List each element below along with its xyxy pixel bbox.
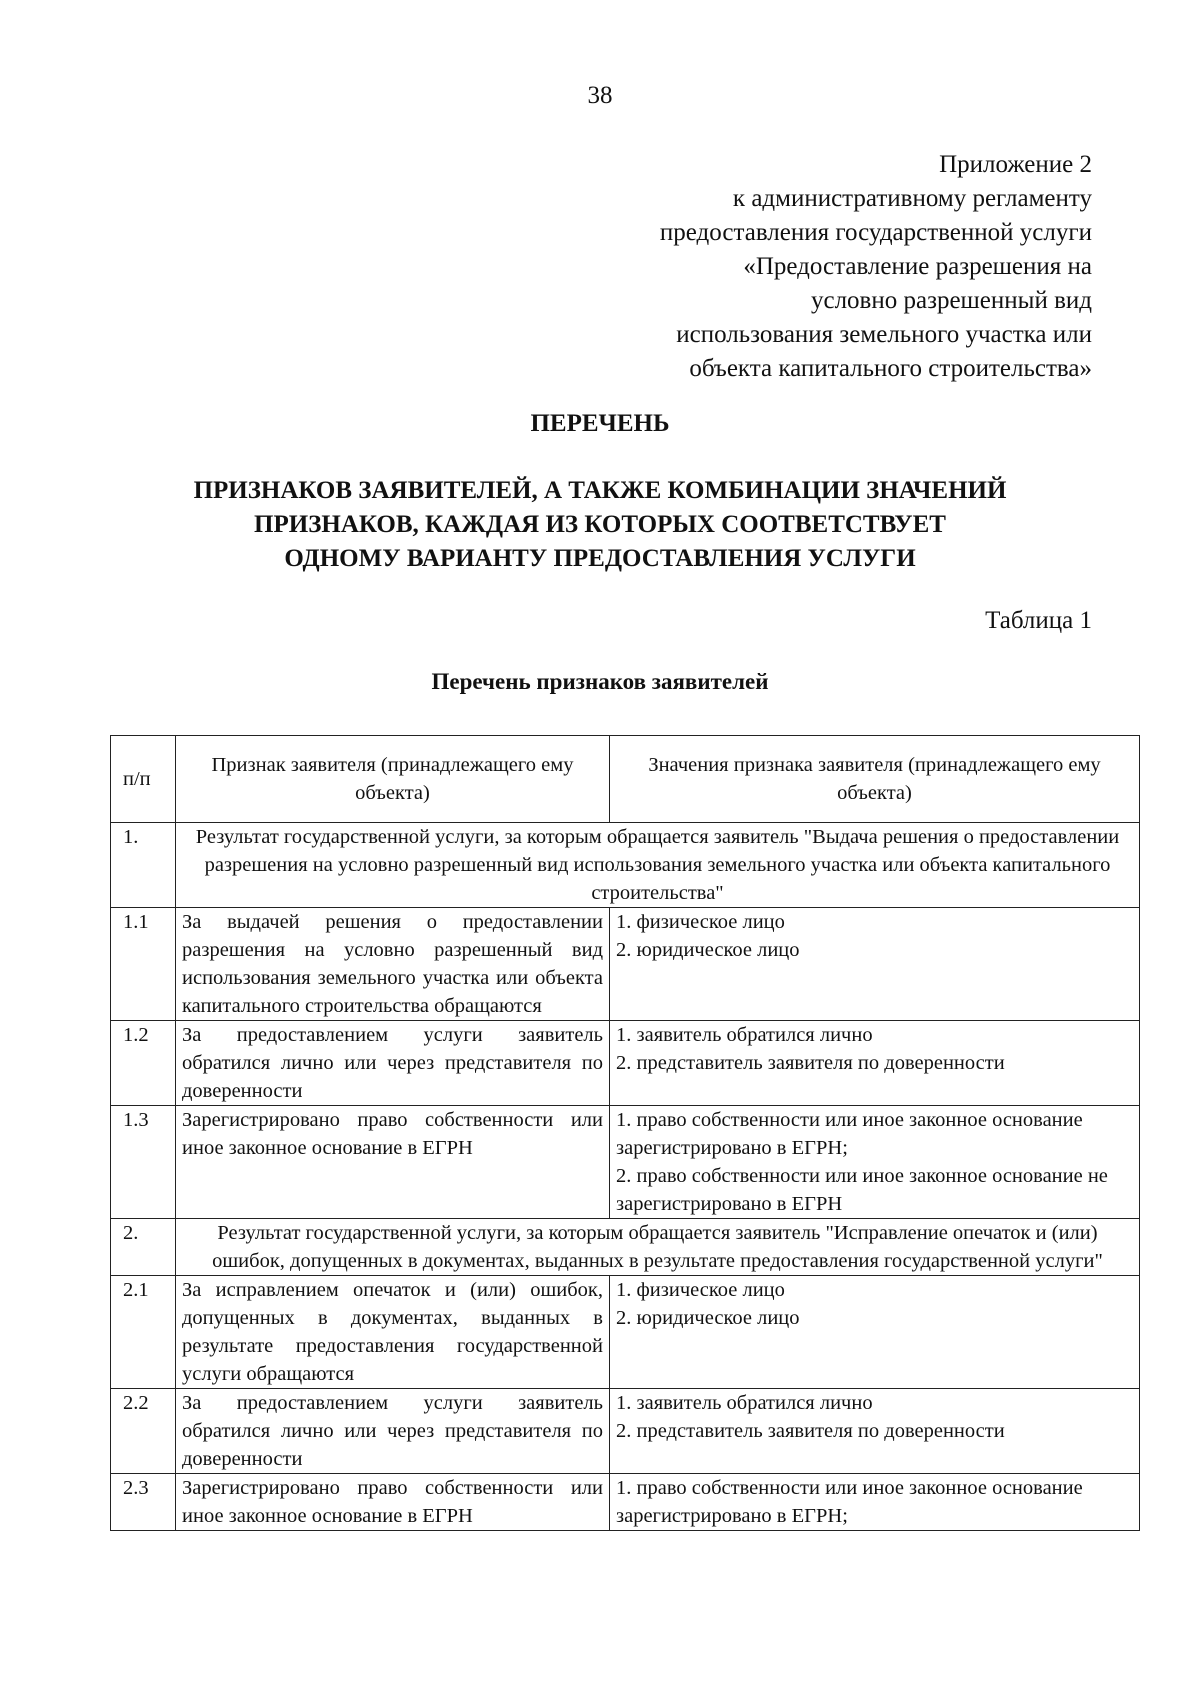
- value-item: 1. физическое лицо: [616, 1279, 785, 1301]
- row-number: 1.2: [111, 1021, 176, 1106]
- table-number: Таблица 1: [985, 607, 1092, 634]
- applicant-features-table: [110, 735, 1140, 1531]
- feature-cell: За предоставлением услуги заявитель обратился лично или через представителя по доверенности: [176, 1389, 610, 1474]
- row-number: 2.1: [111, 1276, 176, 1389]
- document-subtitle: [100, 474, 1100, 576]
- appendix-line: предоставления государственной услуги: [659, 219, 1092, 246]
- page-number: 38: [587, 82, 613, 109]
- header-cell-values: Значения признака заявителя (принадлежащего ему объекта): [610, 736, 1140, 823]
- value-item: 2. право собственности или иное законное основание не зарегистрировано в ЕГРН: [616, 1165, 1108, 1215]
- table-row: [111, 1474, 1140, 1531]
- row-number: 2.: [111, 1219, 176, 1276]
- row-number: 1.1: [111, 908, 176, 1021]
- table-header-row: [111, 736, 1140, 823]
- appendix-line: использования земельного участка или: [676, 321, 1092, 348]
- value-item: 1. заявитель обратился лично: [616, 1392, 873, 1414]
- values-cell: [610, 908, 1140, 1021]
- value-item: 2. юридическое лицо: [616, 1307, 800, 1329]
- appendix-line: объекта капитального строительства»: [689, 355, 1092, 382]
- values-cell: [610, 1389, 1140, 1474]
- row-number: 2.3: [111, 1474, 176, 1531]
- feature-cell: За исправлением опечаток и (или) ошибок, допущенных в документах, выданных в результате предоставления государственной услуги обращаются: [176, 1276, 610, 1389]
- header-cell-number: п/п: [111, 736, 176, 823]
- appendix-block: [532, 148, 1092, 386]
- table-row: [111, 1276, 1140, 1389]
- appendix-line: к административному регламенту: [732, 185, 1092, 212]
- value-item: 2. представитель заявителя по доверенности: [616, 1052, 1005, 1074]
- header-cell-feature: Признак заявителя (принадлежащего ему объекта): [176, 736, 610, 823]
- value-item: 1. физическое лицо: [616, 911, 785, 933]
- document-title: ПЕРЕЧЕНЬ: [530, 410, 670, 437]
- subtitle-line: ПРИЗНАКОВ ЗАЯВИТЕЛЕЙ, А ТАКЖЕ КОМБИНАЦИИ ЗНАЧЕНИЙ: [193, 477, 1007, 504]
- appendix-line: условно разрешенный вид: [810, 287, 1092, 314]
- feature-cell: Зарегистрировано право собственности или иное законное основание в ЕГРН: [176, 1106, 610, 1219]
- values-cell: [610, 1276, 1140, 1389]
- values-cell: [610, 1021, 1140, 1106]
- value-item: 1. право собственности или иное законное основание зарегистрировано в ЕГРН;: [616, 1477, 1083, 1527]
- subtitle-line: ПРИЗНАКОВ, КАЖДАЯ ИЗ КОТОРЫХ СООТВЕТСТВУЕТ: [254, 511, 946, 538]
- row-number: 1.: [111, 823, 176, 908]
- table-row: [111, 1106, 1140, 1219]
- table-group-row: [111, 823, 1140, 908]
- subtitle-line: ОДНОМУ ВАРИАНТУ ПРЕДОСТАВЛЕНИЯ УСЛУГИ: [284, 545, 916, 572]
- feature-cell: За выдачей решения о предоставлении разрешения на условно разрешенный вид использования земельного участка или объекта капитального строительства обращаются: [176, 908, 610, 1021]
- table-row: [111, 908, 1140, 1021]
- value-item: 2. представитель заявителя по доверенности: [616, 1420, 1005, 1442]
- value-item: 2. юридическое лицо: [616, 939, 800, 961]
- value-item: 1. право собственности или иное законное основание зарегистрировано в ЕГРН;: [616, 1109, 1083, 1159]
- feature-cell: Зарегистрировано право собственности или иное законное основание в ЕГРН: [176, 1474, 610, 1531]
- appendix-line: Приложение 2: [939, 151, 1092, 178]
- table-row: [111, 1389, 1140, 1474]
- table-caption: Перечень признаков заявителей: [431, 669, 769, 694]
- values-cell: [610, 1106, 1140, 1219]
- group-result-text: Результат государственной услуги, за которым обращается заявитель "Исправление опечаток и (или) ошибок, допущенных в документах, выданных в результате предоставления государственной услуги": [176, 1219, 1140, 1276]
- value-item: 1. заявитель обратился лично: [616, 1024, 873, 1046]
- appendix-line: «Предоставление разрешения на: [743, 253, 1092, 280]
- table-group-row: [111, 1219, 1140, 1276]
- feature-cell: За предоставлением услуги заявитель обратился лично или через представителя по доверенности: [176, 1021, 610, 1106]
- row-number: 2.2: [111, 1389, 176, 1474]
- table-row: [111, 1021, 1140, 1106]
- row-number: 1.3: [111, 1106, 176, 1219]
- group-result-text: Результат государственной услуги, за которым обращается заявитель "Выдача решения о предоставлении разрешения на условно разрешенный вид использования земельного участка или объекта капитального строительства": [176, 823, 1140, 908]
- values-cell: [610, 1474, 1140, 1531]
